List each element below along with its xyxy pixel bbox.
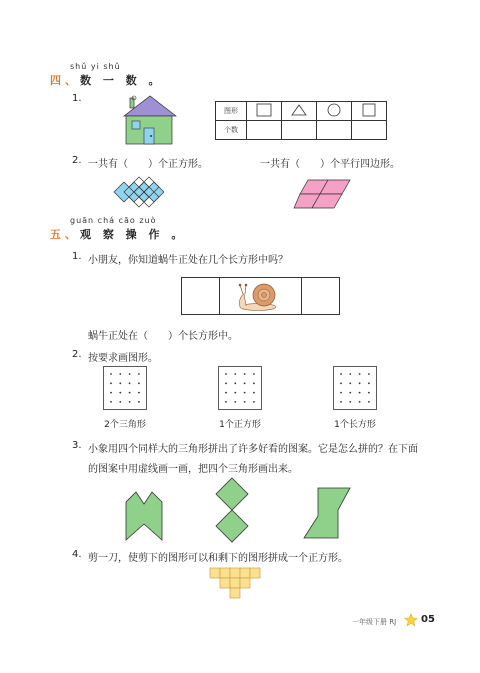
star-icon [404, 613, 418, 627]
snail-icon [236, 280, 286, 312]
section4-number: 四、 [50, 74, 80, 87]
section5-number: 五、 [50, 228, 80, 241]
grid-dot [119, 392, 121, 394]
grid-dot [225, 392, 227, 394]
caption-rectangle: 1个长方形 [334, 420, 376, 430]
grid-dot [234, 401, 236, 403]
dot-grid-3[interactable] [333, 366, 377, 410]
grid-dot [359, 373, 361, 375]
yellow-cell [240, 578, 250, 588]
grid-dot [340, 392, 342, 394]
s5-q3-line2: 的图案中用虚线画一画，把四个三角形画出来。 [88, 464, 298, 475]
grid-dot [349, 401, 351, 403]
section5-heading [50, 226, 186, 242]
grid-dot [368, 392, 370, 394]
caption-triangles: 2个三角形 [104, 420, 146, 430]
s4-q2-left-text: 一共有（ ）个正方形。 [88, 159, 208, 170]
answer-cell-4[interactable] [352, 121, 387, 140]
grid-dot [244, 373, 246, 375]
grid-dot [110, 373, 112, 375]
dot-grid-2[interactable] [218, 366, 262, 410]
yellow-cell [230, 578, 240, 588]
grid-dot [234, 373, 236, 375]
grid-dot [349, 392, 351, 394]
yellow-cell [220, 578, 230, 588]
grid-dot [119, 382, 121, 384]
grid-dot [244, 392, 246, 394]
grid-dot [110, 382, 112, 384]
section5-pinyin: guān chá cāo zuò [70, 216, 157, 225]
grid-dot [340, 382, 342, 384]
grid-dot [359, 401, 361, 403]
s4-q2-right-text: 一共有（ ）个平行四边形。 [260, 159, 400, 170]
yellow-cell [210, 568, 220, 578]
yellow-cell [220, 568, 230, 578]
grid-dot [359, 392, 361, 394]
green-z-pattern[interactable] [300, 486, 354, 540]
rectangle-part-1 [182, 278, 220, 314]
rectangle-part-2 [220, 278, 302, 314]
s5-q4-text: 剪一刀，使剪下的图形可以和剩下的图形拼成一个正方形。 [88, 553, 348, 564]
circle-icon [324, 103, 344, 117]
answer-cell-3[interactable] [317, 121, 352, 140]
snail-rectangles [181, 277, 340, 315]
yellow-grid-shape[interactable] [206, 566, 278, 606]
small-square-icon [359, 103, 379, 117]
grid-dot [368, 373, 370, 375]
grid-dot [119, 373, 121, 375]
grid-dot [253, 373, 255, 375]
s4-q1-number: 1. [72, 93, 82, 104]
grid-dot [129, 382, 131, 384]
grid-dot [138, 373, 140, 375]
triangle-icon-cell [282, 102, 317, 121]
small-square-icon-cell [352, 102, 387, 121]
grid-dot [368, 382, 370, 384]
window-square [132, 121, 140, 129]
yellow-cell [240, 568, 250, 578]
table-row2-label: 个数 [216, 121, 247, 140]
grid-dot [225, 382, 227, 384]
chimney-rectangle [130, 98, 134, 108]
s5-q2-text: 按要求画图形。 [88, 353, 158, 364]
grid-dot [225, 401, 227, 403]
shape-count-table [215, 101, 387, 140]
s5-q4-number: 4. [72, 549, 82, 560]
grid-dot [253, 382, 255, 384]
grid-dot [244, 382, 246, 384]
page-number: 05 [421, 614, 435, 625]
grid-dot [129, 392, 131, 394]
section4-pinyin: shǔ yi shǔ [70, 62, 121, 71]
green-chevron-pattern[interactable] [124, 490, 164, 542]
grid-dot [359, 382, 361, 384]
yellow-cell [230, 588, 240, 598]
table-row1-label: 图形 [216, 102, 247, 121]
grid-dot [253, 392, 255, 394]
s5-q1-answer: 蜗牛正处在（ ）个长方形中。 [88, 331, 238, 342]
grid-dot [110, 392, 112, 394]
grid-dot [138, 382, 140, 384]
grid-dot [349, 382, 351, 384]
pink-parallelograms-figure [292, 178, 354, 210]
s5-q1-text: 小朋友，你知道蜗牛正处在几个长方形中吗？ [88, 255, 288, 266]
s4-q2-number: 2. [72, 155, 82, 166]
grid-dot [110, 401, 112, 403]
door-knob-circle [150, 135, 152, 137]
s5-q1-number: 1. [72, 251, 82, 262]
grid-dot [340, 401, 342, 403]
section4-heading [50, 72, 164, 88]
triangle-icon [289, 103, 309, 117]
caption-square: 1个正方形 [219, 420, 261, 430]
blue-diamonds-figure [112, 176, 176, 210]
square-icon-cell [247, 102, 282, 121]
rectangle-part-3 [302, 278, 339, 314]
answer-cell-1[interactable] [247, 121, 282, 140]
yellow-cell [250, 568, 260, 578]
green-diamonds-pattern[interactable] [212, 476, 252, 544]
grid-dot [368, 401, 370, 403]
grid-dot [234, 382, 236, 384]
s5-q3-number: 3. [72, 440, 82, 451]
grid-dot [253, 401, 255, 403]
circle-icon-cell [317, 102, 352, 121]
yellow-cell [230, 568, 240, 578]
grid-dot [244, 401, 246, 403]
square-icon [254, 103, 274, 117]
s5-q3-line1: 小象用四个同样大的三角形拼出了许多好看的图案。它是怎么拼的？在下面 [88, 444, 418, 455]
door-rectangle [144, 128, 154, 144]
house-picture [120, 94, 178, 146]
grid-dot [234, 392, 236, 394]
s5-q2-number: 2. [72, 349, 82, 360]
dot-grid-1[interactable] [103, 366, 147, 410]
grid-dot [340, 373, 342, 375]
answer-cell-2[interactable] [282, 121, 317, 140]
grid-dot [129, 401, 131, 403]
grid-dot [119, 401, 121, 403]
grid-dot [138, 392, 140, 394]
grid-dot [129, 373, 131, 375]
grid-dot [225, 373, 227, 375]
grid-dot [138, 401, 140, 403]
section4-title: 数 一 数 。 [80, 74, 164, 87]
grid-dot [349, 373, 351, 375]
section5-title: 观 察 操 作 。 [80, 228, 187, 241]
footer-label: 一年级下册 RJ [352, 618, 397, 626]
